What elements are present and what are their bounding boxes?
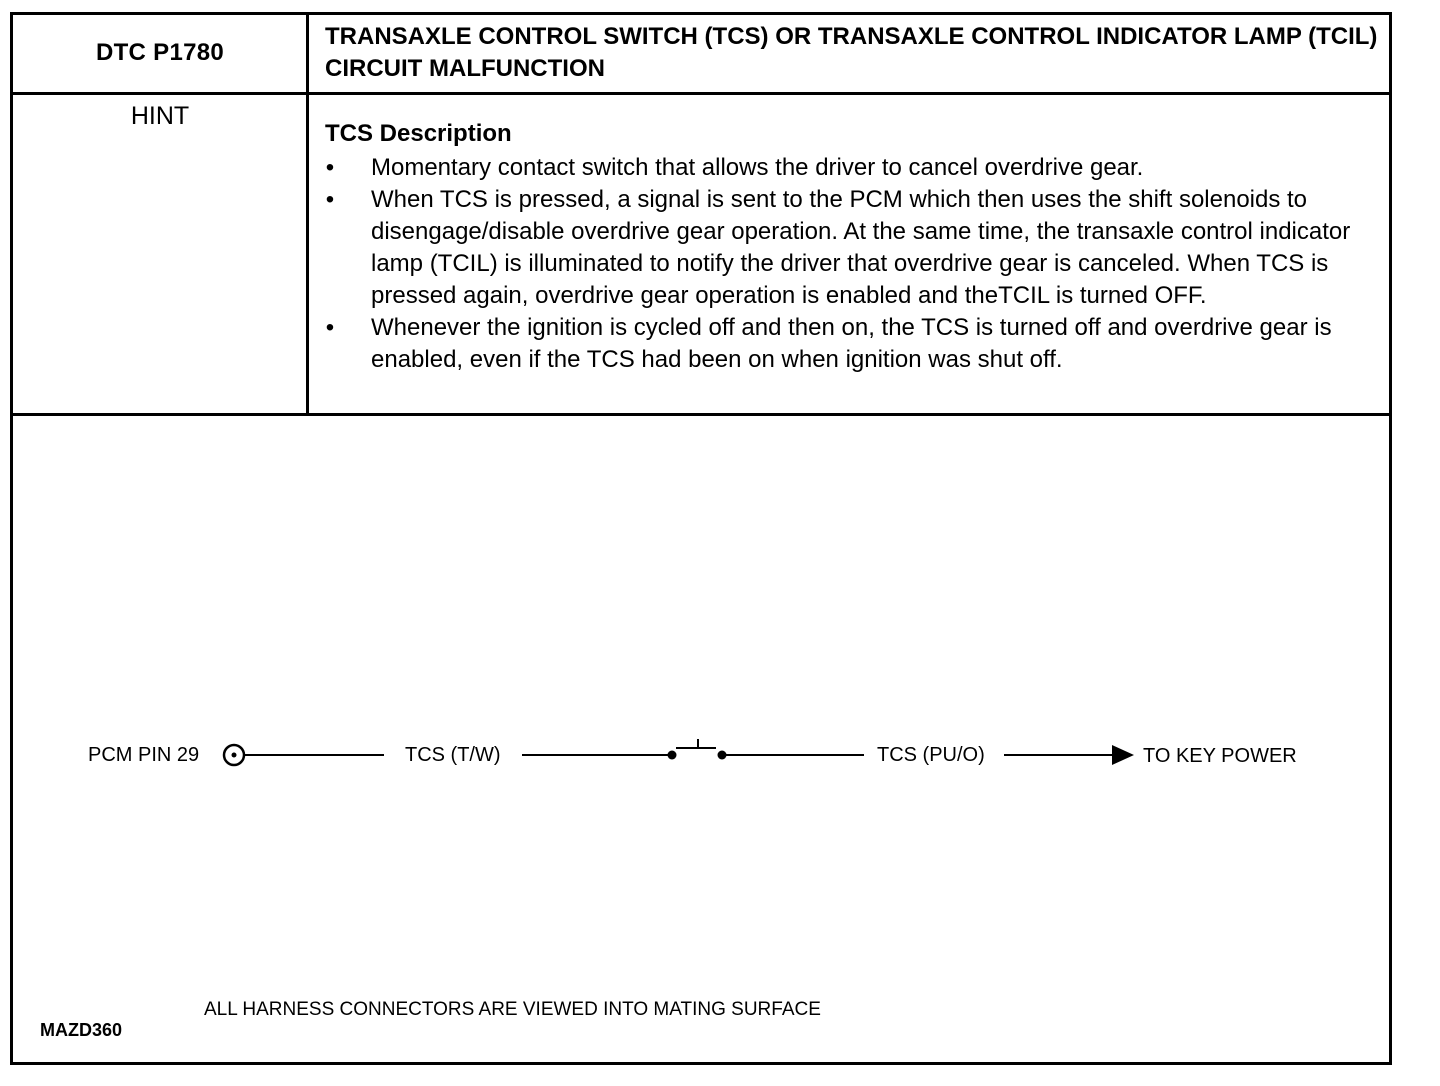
- wire-label-puo: TCS (PU/O): [877, 744, 985, 766]
- pcm-pin-label: PCM PIN 29: [88, 744, 200, 766]
- bullet-icon: •: [325, 314, 335, 341]
- key-power-label: TO KEY POWER: [1143, 745, 1297, 767]
- harness-note: ALL HARNESS CONNECTORS ARE VIEWED INTO MATING SURFACE: [204, 999, 821, 1020]
- dtc-code: DTC P1780: [95, 39, 225, 66]
- tcs-description-heading: TCS Description: [325, 120, 512, 147]
- list-item-text: Whenever the ignition is cycled off and then on, the TCS is turned off and overdrive gear is enabled, even if the TCS had been on when ignition was shut off.: [371, 314, 1332, 373]
- wire-label-tw: TCS (T/W): [405, 744, 501, 766]
- arrow-icon: [1112, 745, 1134, 765]
- figure-id: MAZD360: [40, 1020, 123, 1040]
- momentary-switch-icon: [668, 739, 727, 760]
- list-item-text: Momentary contact switch that allows the driver to cancel overdrive gear.: [371, 154, 1144, 181]
- dtc-title: TRANSAXLE CONTROL SWITCH (TCS) OR TRANSAXLE CONTROL INDICATOR LAMP (TCIL) CIRCUIT MALFUNCTION: [325, 23, 1378, 82]
- connector-icon: [224, 745, 244, 765]
- bullet-icon: •: [325, 186, 335, 213]
- bullet-icon: •: [325, 154, 335, 181]
- hint-label: HINT: [130, 102, 190, 130]
- list-item-text: When TCS is pressed, a signal is sent to the PCM which then uses the shift solenoids to disengage/disable overdrive gear operation. At the same time, the transaxle control indicator lamp (TCIL) is illuminated to notify the driver that overdrive gear is canceled. When TCS is pressed again, overdrive gear operation is enabled and theTCIL is turned OFF.: [371, 186, 1351, 309]
